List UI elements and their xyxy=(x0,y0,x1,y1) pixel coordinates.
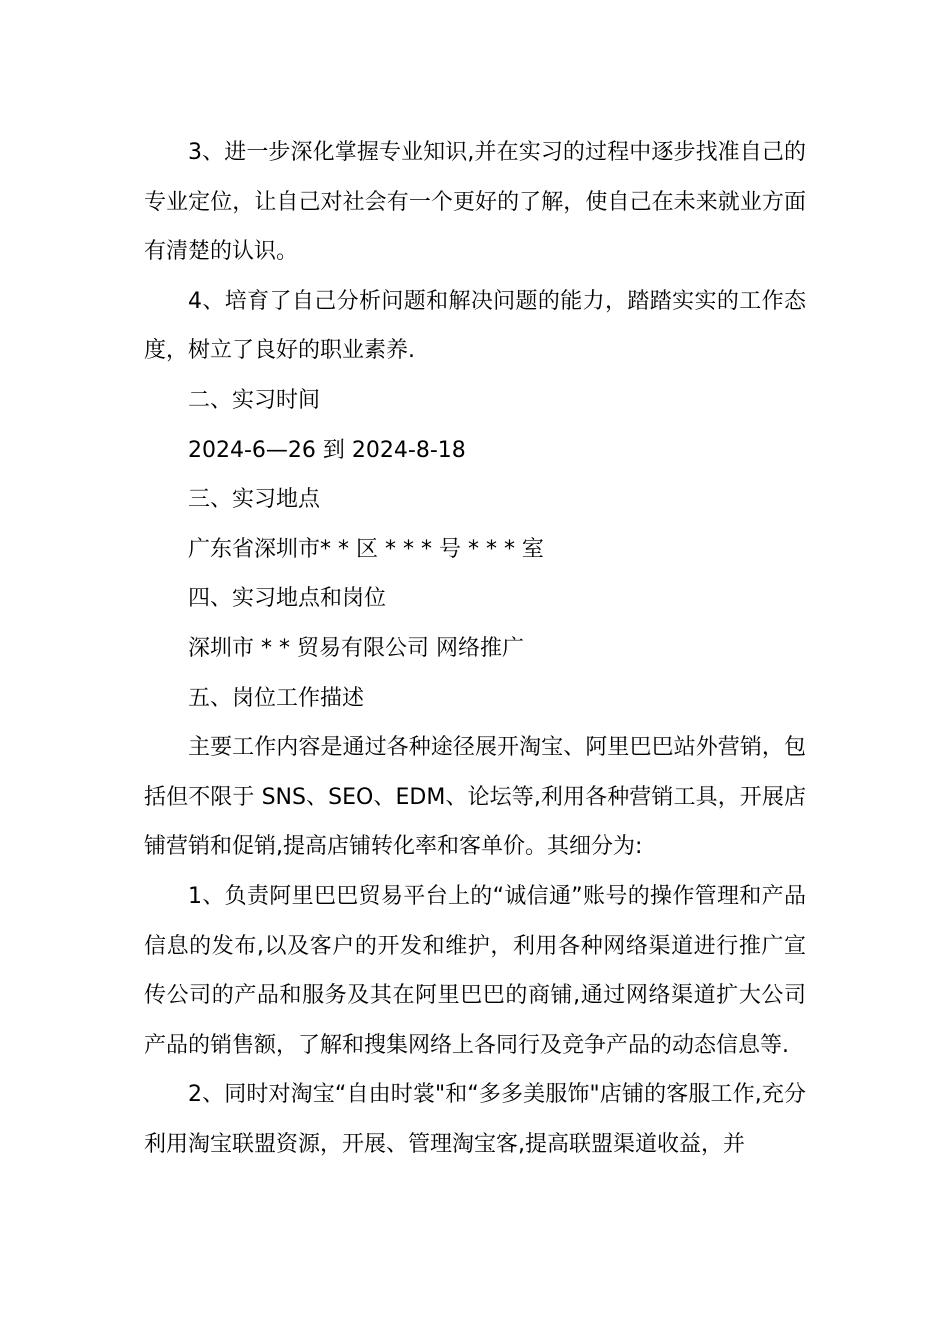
document-body xyxy=(144,128,806,1169)
location-and-position-value: 深圳市 * * 贸易有限公司 网络推广 xyxy=(188,635,524,661)
heading-job-description: 五、岗位工作描述 xyxy=(188,685,365,711)
internship-time-value: 2024-6—26 到 2024-8-18 xyxy=(188,437,466,463)
paragraph-main-work: 主要工作内容是通过各种途径展开淘宝、阿里巴巴站外营销，包括但不限于 SNS、SEO、EDM、论坛等,利用各种营销工具，开展店铺营销和促销,提高店铺转化率和客单价。其细分为: xyxy=(144,735,806,860)
paragraph-goal-4: 4、培育了自己分析问题和解决问题的能力，踏踏实实的工作态度，树立了良好的职业素养. xyxy=(144,288,806,364)
heading-internship-time: 二、实习时间 xyxy=(188,387,321,413)
paragraph-duty-1: 1、负责阿里巴巴贸易平台上的“诚信通”账号的操作管理和产品信息的发布,以及客户的开发和维护，利用各种网络渠道进行推广宣传公司的产品和服务及其在阿里巴巴的商铺,通过网络渠道扩大公司产品的销售额，了解和搜集网络上各同行及竞争产品的动态信息等. xyxy=(144,883,806,1058)
internship-location-value: 广东省深圳市* * 区 * * * 号 * * * 室 xyxy=(188,536,544,562)
heading-location-and-position: 四、实习地点和岗位 xyxy=(188,586,387,612)
paragraph-duty-2: 2、同时对淘宝“自由时裳"和“多多美服饰"店铺的客服工作,充分利用淘宝联盟资源，开展、管理淘宝客,提高联盟渠道收益，并 xyxy=(144,1082,806,1157)
paragraph-goal-3: 3、进一步深化掌握专业知识,并在实习的过程中逐步找准自己的专业定位，让自己对社会有一个更好的了解，使自己在未来就业方面有清楚的认识。 xyxy=(144,140,806,265)
heading-internship-location: 三、实习地点 xyxy=(188,487,321,513)
